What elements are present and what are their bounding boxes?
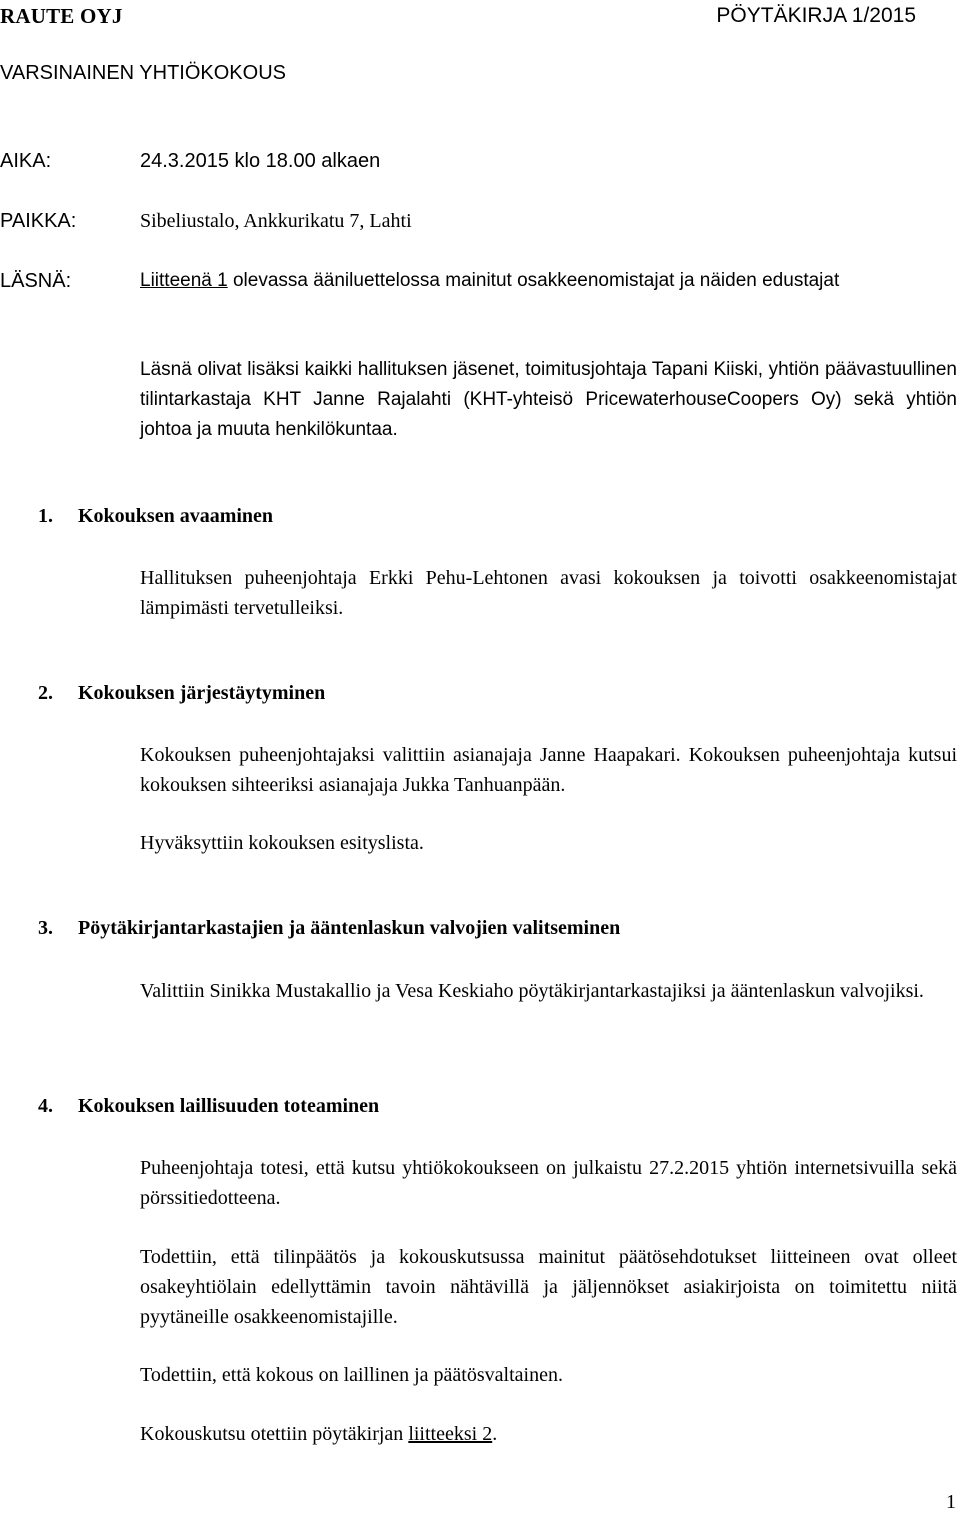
section-2-paragraph-1: Kokouksen puheenjohtajaksi valittiin asianajaja Janne Haapakari. Kokouksen puheenjohtaja kutsui kokouksen sihteeriksi asianajaja Jukka Tanhuanpään. (140, 744, 957, 796)
present-attendees (140, 266, 957, 296)
present-additional: Läsnä olivat lisäksi kaikki hallituksen jäsenet, toimitusjohtaja Tapani Kiiski, yhtiön päävastuullinen tilintarkastaja KHT Janne Rajalahti (KHT-yhteisö PricewaterhouseCoopers Oy) sekä yhtiön johtoa ja muuta henkilökuntaa. (140, 359, 957, 440)
closing-text: Kokouskutsu otettiin pöytäkirjan (140, 1423, 409, 1445)
section-number: 4. (38, 1095, 53, 1117)
attachment-1-link[interactable]: Liitteenä 1 (140, 270, 228, 291)
document-reference: PÖYTÄKIRJA 1/2015 (716, 4, 916, 27)
section-number: 3. (38, 917, 53, 939)
section-number: 2. (38, 682, 53, 704)
section-3-paragraph: Valittiin Sinikka Mustakallio ja Vesa Keskiaho pöytäkirjantarkastajiksi ja ääntenlaskun valvojiksi. (140, 980, 924, 1002)
attachment-2-link[interactable]: liitteeksi 2 (408, 1423, 493, 1445)
section-2-paragraph-2: Hyväksyttiin kokouksen esityslista. (140, 832, 424, 854)
section-title: Kokouksen laillisuuden toteaminen (78, 1095, 380, 1117)
meeting-type: VARSINAINEN YHTIÖKOKOUS (0, 62, 286, 84)
section-heading-1 (38, 505, 273, 528)
time-label: AIKA: (0, 150, 52, 172)
place-label: PAIKKA: (0, 210, 77, 232)
section-4-paragraph-3: Todettiin, että kokous on laillinen ja päätösvaltainen. (140, 1364, 563, 1386)
present-attendees-text: olevassa ääniluettelossa mainitut osakkeenomistajat ja näiden edustajat (227, 270, 840, 291)
closing-suffix: . (492, 1423, 498, 1445)
section-1-paragraph: Hallituksen puheenjohtaja Erkki Pehu-Lehtonen avasi kokouksen ja toivotti osakkeenomistajat lämpimästi tervetulleiksi. (140, 567, 957, 619)
section-title: Kokouksen avaaminen (78, 505, 274, 527)
present-label: LÄSNÄ: (0, 270, 72, 292)
section-number: 1. (38, 505, 53, 527)
company-name: RAUTE OYJ (0, 4, 123, 28)
page-number: 1 (946, 1491, 956, 1513)
section-4-paragraph-1: Puheenjohtaja totesi, että kutsu yhtiökokoukseen on julkaistu 27.2.2015 yhtiön internetsivuilla sekä pörssitiedotteena. (140, 1157, 957, 1209)
section-heading-2 (38, 682, 325, 705)
section-4-closing (140, 1419, 957, 1449)
time-value: 24.3.2015 klo 18.00 alkaen (140, 150, 381, 172)
section-heading-4 (38, 1095, 379, 1118)
section-title: Kokouksen järjestäytyminen (78, 682, 326, 704)
place-value: Sibeliustalo, Ankkurikatu 7, Lahti (140, 210, 412, 232)
section-title: Pöytäkirjantarkastajien ja ääntenlaskun valvojien valitseminen (78, 917, 621, 939)
section-heading-3 (38, 917, 620, 940)
section-4-paragraph-2: Todettiin, että tilinpäätös ja kokouskutsussa mainitut päätösehdotukset liitteineen ovat olleet osakeyhtiölain edellyttämin tavoin nähtävillä ja jäljennökset asiakirjoista on toimitettu niitä pyytäneille osakkeenomistajille. (140, 1246, 957, 1328)
